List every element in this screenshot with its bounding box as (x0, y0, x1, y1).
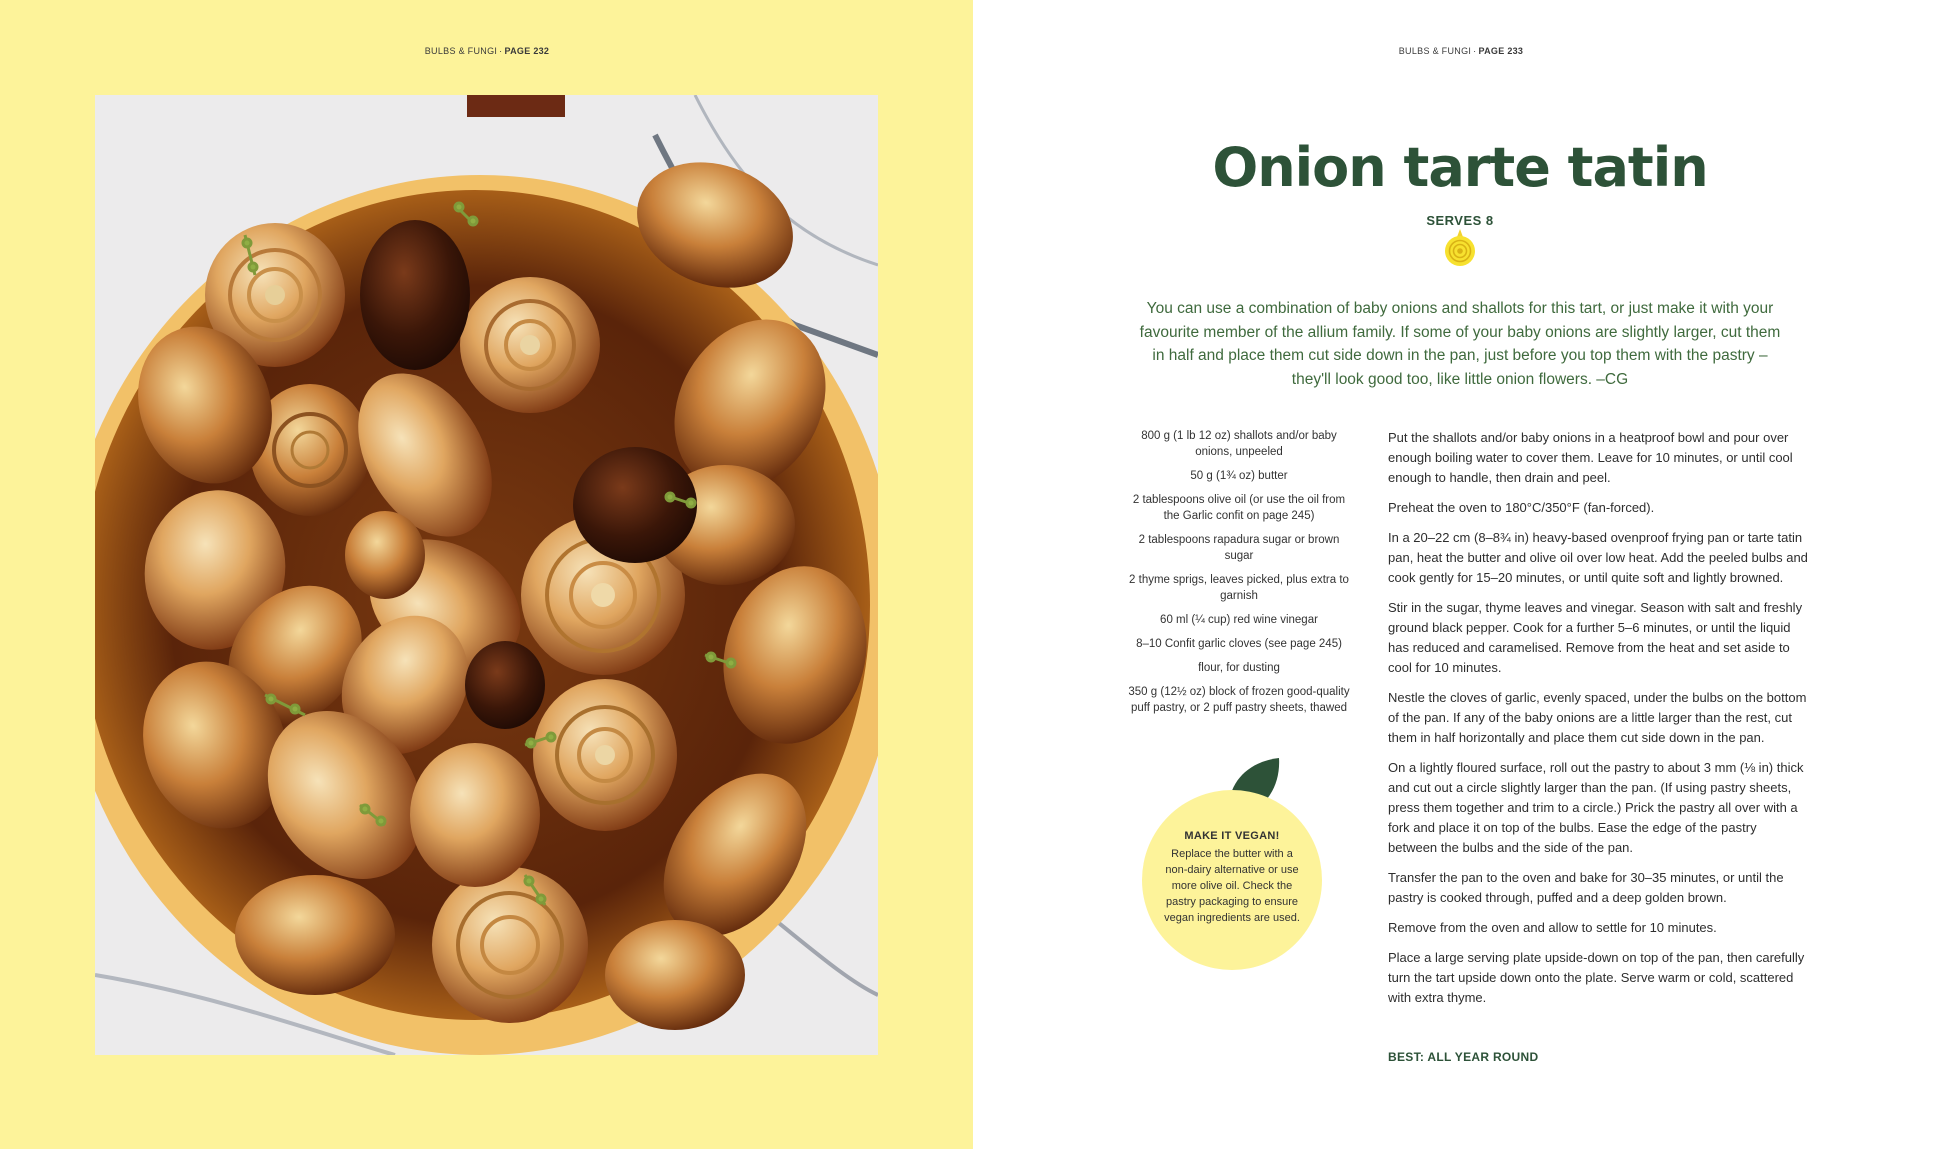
best-season: BEST: ALL YEAR ROUND (1388, 1050, 1539, 1064)
recipe-title: Onion tarte tatin (1212, 136, 1708, 199)
onion-icon (1441, 229, 1479, 267)
ingredient-item: 800 g (1 lb 12 oz) shallots and/or baby onions, unpeeled (1141, 430, 1337, 458)
ingredient-item: flour, for dusting (1198, 662, 1280, 674)
method-step: Remove from the oven and allow to settle for 10 minutes. (1388, 920, 1717, 935)
method-step: In a 20–22 cm (8–8¾ in) heavy-based ovenproof frying pan or tarte tatin pan, heat the butter and olive oil over low heat. Add the peeled bulbs and cook gently for 15–20 minutes, or until quite soft and lightly browned. (1388, 530, 1808, 585)
running-head-section: BULBS & FUNGI (424, 46, 498, 56)
method-step: Place a large serving plate upside-down on top of the pan, then carefully turn the tart upside down onto the plate. Serve warm or cold, scattered with extra thyme. (1388, 950, 1805, 1005)
onion-tarte-tatin-photo (95, 95, 878, 1055)
ingredient-item: 350 g (12½ oz) block of frozen good-quality puff pastry, or 2 puff pastry sheets, thawed (1128, 686, 1350, 714)
running-head-left: BULBS & FUNGI · PAGE 232 (424, 46, 550, 56)
method-step: Stir in the sugar, thyme leaves and vinegar. Season with salt and freshly ground black pepper. Cook for a further 5–6 minutes, or until the liquid has reduced and caramelised. Remove from the heat and set aside to cool for 10 minutes. (1388, 600, 1803, 675)
recipe-intro: You can use a combination of baby onions and shallots for this tart, or just make it with your favourite member of the allium family. If some of your baby onions are slightly larger, cut them in half and place them cut side down in the pan, just before you top them with the pastry – they'll look good too, like little onion flowers. –CG (1139, 300, 1781, 388)
method-step: Preheat the oven to 180°C/350°F (fan-forced). (1388, 500, 1655, 515)
ingredient-item: 60 ml (¼ cup) red wine vinegar (1160, 614, 1318, 626)
ingredient-item: 50 g (1¾ oz) butter (1190, 470, 1288, 482)
serves-label: SERVES 8 (1426, 213, 1494, 228)
page-number: PAGE 232 (504, 46, 550, 56)
method-step: Transfer the pan to the oven and bake for 30–35 minutes, or until the pastry is cooked through, puffed and a deep golden brown. (1388, 870, 1784, 905)
ingredient-item: 2 thyme sprigs, leaves picked, plus extra to garnish (1129, 574, 1349, 602)
ingredient-item: 2 tablespoons rapadura sugar or brown sugar (1138, 534, 1340, 562)
ingredients-list (1128, 428, 1350, 724)
ingredient-item: 8–10 Confit garlic cloves (see page 245) (1136, 638, 1342, 650)
running-head-right: BULBS & FUNGI · PAGE 233 (1398, 46, 1524, 56)
ingredient-item: 2 tablespoons olive oil (or use the oil from the Garlic confit on page 245) (1132, 494, 1346, 522)
page-number: PAGE 233 (1478, 46, 1524, 56)
method-step: Put the shallots and/or baby onions in a heatproof bowl and pour over enough boiling water to cover them. Leave for 10 minutes, or until cool enough to handle, then drain and peel. (1388, 430, 1793, 485)
method-steps (1388, 428, 1808, 1018)
running-head-section: BULBS & FUNGI (1398, 46, 1472, 56)
method-step: On a lightly floured surface, roll out the pastry to about 3 mm (⅛ in) thick and cut out a circle slightly larger than the pan. (If using pastry sheets, press them together and trim to a circle.) Prick the pastry all over with a fork and place it on top of the bulbs. Ease the edge of the pastry between the bulbs and the side of the pan. (1388, 760, 1804, 855)
vegan-tip-title: MAKE IT VEGAN! (1184, 830, 1280, 842)
vegan-tip-text: Replace the butter with a non-dairy alternative or use more olive oil. Check the pastry packaging to ensure vegan ingredients are used. (1164, 848, 1300, 924)
method-step: Nestle the cloves of garlic, evenly spaced, under the bulbs on the bottom of the pan. If any of the baby onions are a little larger than the rest, cut them in half horizontally and place them cut side down in the pan. (1388, 690, 1807, 745)
